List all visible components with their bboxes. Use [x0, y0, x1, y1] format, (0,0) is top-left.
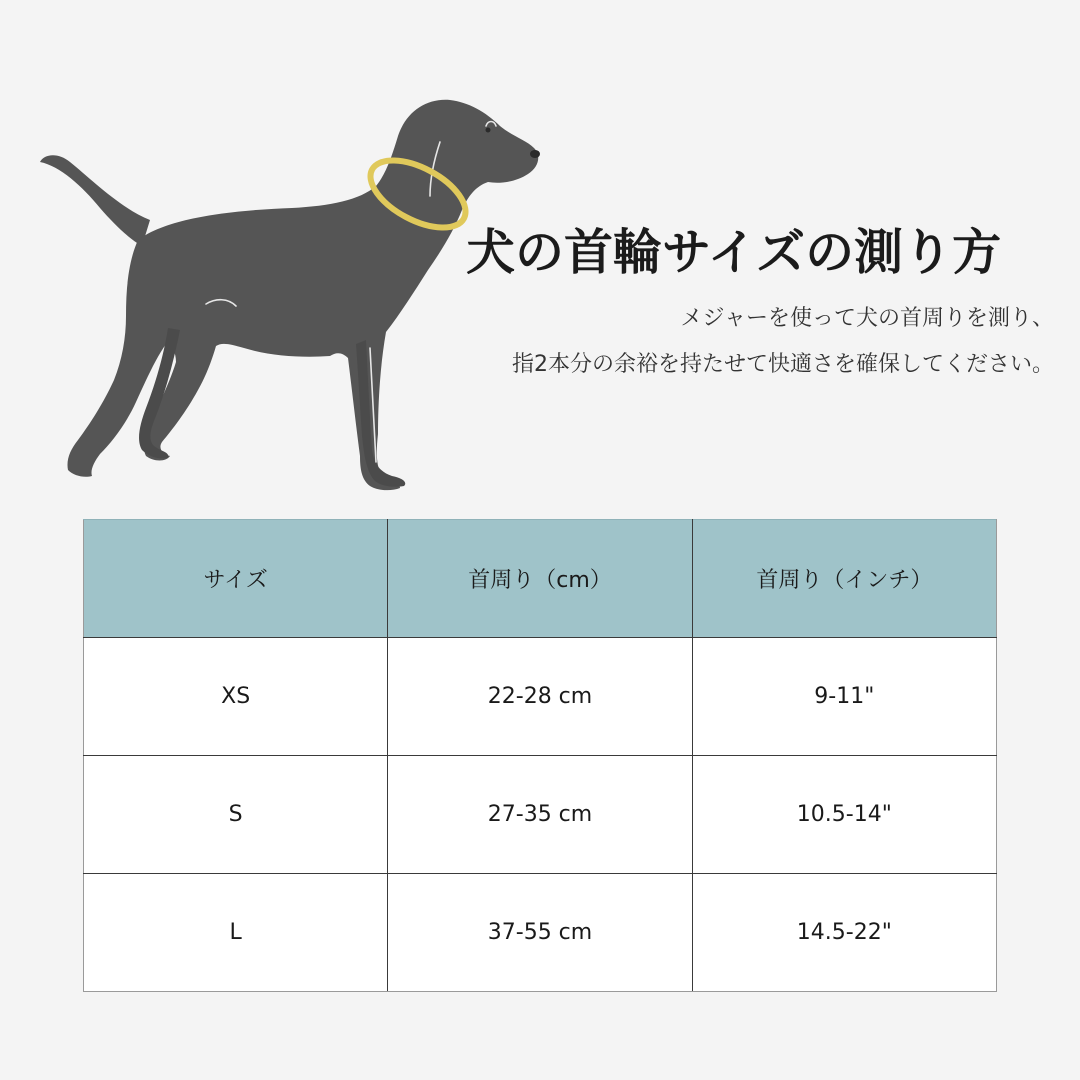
- header-neck-inch: 首周り（インチ）: [692, 520, 996, 638]
- instructions-text: [334, 296, 1054, 388]
- cell-neck-inch: 9-11": [692, 638, 996, 756]
- table-row: [84, 756, 997, 874]
- page-title: 犬の首輪サイズの測り方: [466, 224, 1002, 281]
- cell-neck-cm: 22-28 cm: [388, 638, 692, 756]
- cell-neck-inch: 10.5-14": [692, 756, 996, 874]
- header-neck-cm: 首周り（cm）: [388, 520, 692, 638]
- cell-neck-cm: 27-35 cm: [388, 756, 692, 874]
- cell-size: L: [84, 874, 388, 992]
- table-row: [84, 874, 997, 992]
- instructions-line-2: 指2本分の余裕を持たせて快適さを確保してください。: [512, 352, 1054, 377]
- header-size: サイズ: [84, 520, 388, 638]
- cell-neck-inch: 14.5-22": [692, 874, 996, 992]
- size-chart-table: [83, 519, 997, 992]
- cell-size: S: [84, 756, 388, 874]
- collar-ring-icon: [30, 90, 550, 500]
- cell-neck-cm: 37-55 cm: [388, 874, 692, 992]
- table-row: [84, 638, 997, 756]
- cell-size: XS: [84, 638, 388, 756]
- table-header-row: [84, 520, 997, 638]
- instructions-line-1: メジャーを使って犬の首周りを測り、: [680, 306, 1054, 331]
